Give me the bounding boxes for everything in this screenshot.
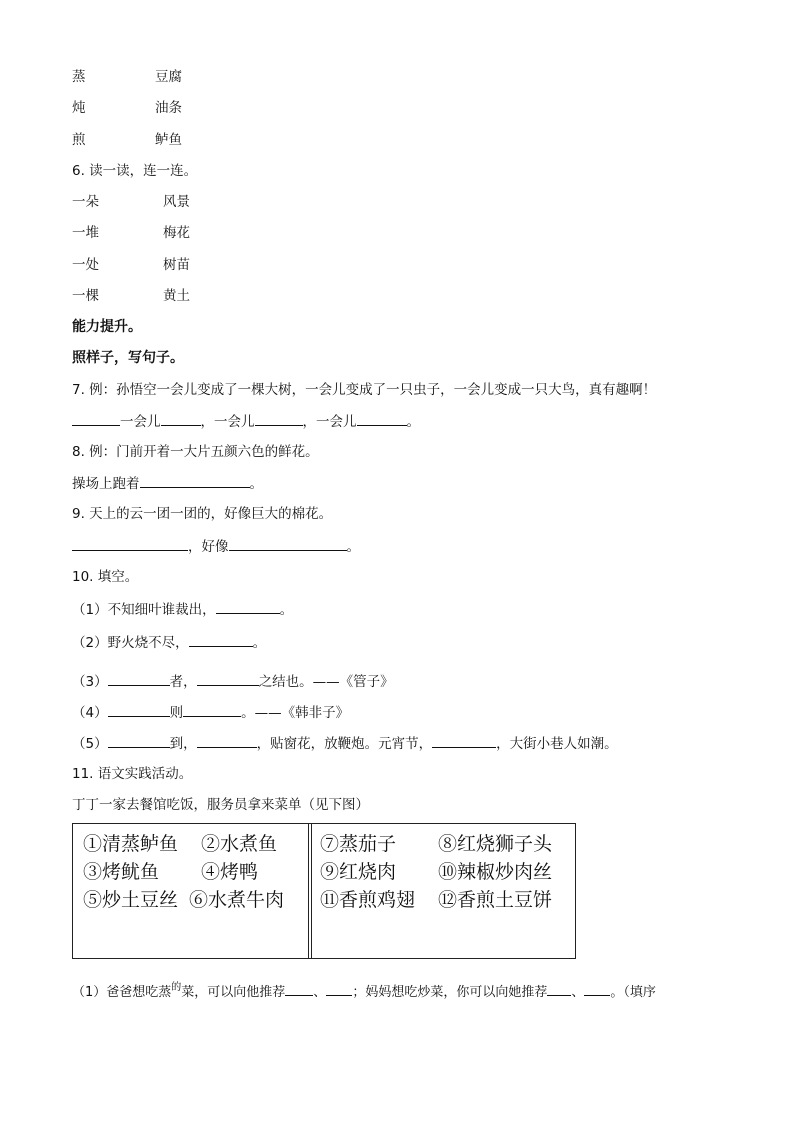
question-9-answer: [72, 537, 360, 556]
answer-text: ，好像: [188, 539, 229, 555]
answer-blank[interactable]: [108, 703, 170, 717]
question-7-answer: [72, 412, 420, 431]
answer-blank[interactable]: [229, 537, 347, 551]
answer-text: 到，: [169, 736, 197, 752]
answer-blank[interactable]: [285, 982, 313, 996]
question-6-title: 6. 读一读，连一连。: [72, 163, 198, 179]
menu-item: ⑧红烧狮子头: [438, 833, 553, 855]
menu-item: ①清蒸鲈鱼: [83, 833, 179, 855]
answer-blank[interactable]: [584, 982, 610, 996]
question-10-item-4: [72, 703, 349, 722]
menu-card: [72, 823, 576, 959]
answer-text: ；妈妈想吃炒菜，你可以向她推荐: [352, 985, 548, 1000]
menu-row: [312, 886, 575, 914]
answer-blank[interactable]: [326, 982, 352, 996]
menu-right-column: [311, 824, 575, 958]
answer-blank[interactable]: [255, 412, 303, 426]
question-10-item-5: [72, 734, 618, 753]
question-10-item-2: [72, 633, 266, 652]
question-11-title: 11. 语文实践活动。: [72, 766, 193, 782]
match-left: 蒸: [72, 69, 86, 85]
answer-text: 。: [252, 635, 267, 651]
question-11-intro: 丁丁一家去餐馆吃饭，服务员拿来菜单（见下图）: [72, 797, 369, 813]
question-8-example: 8. 例：门前开着一大片五颜六色的鲜花。: [72, 444, 319, 460]
question-7-example: 7. 例：孙悟空一会儿变成了一棵大树，一会儿变成了一只虫子，一会儿变成一只大鸟，真有趣啊！: [72, 382, 657, 398]
answer-text: 。: [249, 476, 263, 492]
match-left: 一棵: [72, 288, 99, 304]
answer-text: 。——《韩非子》: [241, 705, 350, 721]
answer-blank[interactable]: [357, 412, 407, 426]
menu-left-column: [73, 824, 309, 958]
answer-blank[interactable]: [72, 412, 120, 426]
answer-blank[interactable]: [108, 672, 170, 686]
answer-blank[interactable]: [161, 412, 201, 426]
answer-text: 者，: [169, 674, 197, 690]
match-row: [72, 287, 190, 305]
match-right: 梅花: [163, 225, 190, 241]
answer-text: （1）不知细叶谁裁出，: [72, 602, 216, 618]
match-right: 黄土: [163, 288, 190, 304]
answer-text: 之结也。——《管子》: [258, 674, 394, 690]
answer-text: 、: [571, 985, 585, 1000]
match-row: [72, 256, 190, 274]
question-10-item-3: [72, 672, 394, 691]
match-right: 树苗: [163, 257, 190, 273]
answer-text: 操场上跑着: [72, 476, 140, 492]
menu-item: ④烤鸭: [201, 861, 259, 883]
match-left: 炖: [72, 100, 86, 116]
answer-text: ，一会儿: [302, 414, 357, 430]
answer-text: 。（填序: [610, 985, 656, 1000]
match-right: 鲈鱼: [155, 132, 182, 148]
menu-item: ⑥水煮牛肉: [189, 889, 285, 911]
answer-blank[interactable]: [183, 703, 241, 717]
answer-blank[interactable]: [197, 734, 257, 748]
answer-text: （4）: [72, 705, 108, 721]
answer-blank[interactable]: [432, 734, 496, 748]
answer-blank[interactable]: [189, 633, 253, 647]
answer-text: （2）野火烧不尽，: [72, 635, 189, 651]
menu-item: ⑪香煎鸡翅: [320, 889, 416, 911]
question-10-item-1: [72, 600, 293, 619]
match-row: [72, 131, 182, 149]
menu-item: ②水煮鱼: [201, 833, 278, 855]
match-left: 煎: [72, 132, 86, 148]
answer-text: （3）: [72, 674, 108, 690]
answer-text: 菜，可以向他推荐: [181, 985, 286, 1000]
menu-item: ⑨红烧肉: [320, 861, 397, 883]
match-left: 一处: [72, 257, 99, 273]
menu-item: ③烤鱿鱼: [83, 861, 160, 883]
menu-row: [312, 830, 575, 858]
answer-text: （1）爸爸想吃蒸: [72, 985, 172, 1000]
menu-row: [73, 886, 308, 914]
menu-item: ⑩辣椒炒肉丝: [438, 861, 553, 883]
answer-text: 。: [406, 414, 420, 430]
menu-row: [312, 858, 575, 886]
answer-blank[interactable]: [547, 982, 571, 996]
answer-text: 。: [279, 602, 294, 618]
answer-text: 、: [313, 985, 327, 1000]
superscript-text: 的: [171, 982, 182, 993]
answer-text: ，大街小巷人如潮。: [496, 736, 618, 752]
question-9-example: 9. 天上的云一团一团的，好像巨大的棉花。: [72, 506, 333, 522]
answer-blank[interactable]: [108, 734, 170, 748]
menu-row: [73, 858, 308, 886]
answer-blank[interactable]: [140, 474, 250, 488]
match-left: 一堆: [72, 225, 99, 241]
menu-item: ⑦蒸茄子: [320, 833, 397, 855]
section-subheading: 照样子，写句子。: [72, 350, 184, 366]
answer-text: 一会儿: [120, 414, 161, 430]
menu-item: ⑤炒土豆丝: [83, 889, 179, 911]
answer-text: ，一会儿: [200, 414, 255, 430]
answer-text: 则: [169, 705, 184, 721]
menu-item: ⑫香煎土豆饼: [438, 889, 553, 911]
answer-text: 。: [346, 539, 360, 555]
question-8-answer: [72, 474, 263, 493]
match-right: 油条: [155, 100, 182, 116]
match-row: [72, 99, 182, 117]
question-10-title: 10. 填空。: [72, 569, 139, 585]
answer-text: （5）: [72, 736, 108, 752]
section-heading: 能力提升。: [72, 319, 142, 335]
match-row: [72, 68, 182, 86]
match-left: 一朵: [72, 194, 99, 210]
answer-text: ，贴窗花，放鞭炮。元宵节，: [256, 736, 433, 752]
question-11-sub-1: [72, 982, 656, 1003]
answer-blank[interactable]: [72, 537, 188, 551]
menu-row: [73, 830, 308, 858]
answer-blank[interactable]: [216, 600, 280, 614]
match-right: 风景: [163, 194, 190, 210]
match-row: [72, 193, 190, 211]
match-row: [72, 224, 190, 242]
match-right: 豆腐: [155, 69, 182, 85]
answer-blank[interactable]: [197, 672, 259, 686]
